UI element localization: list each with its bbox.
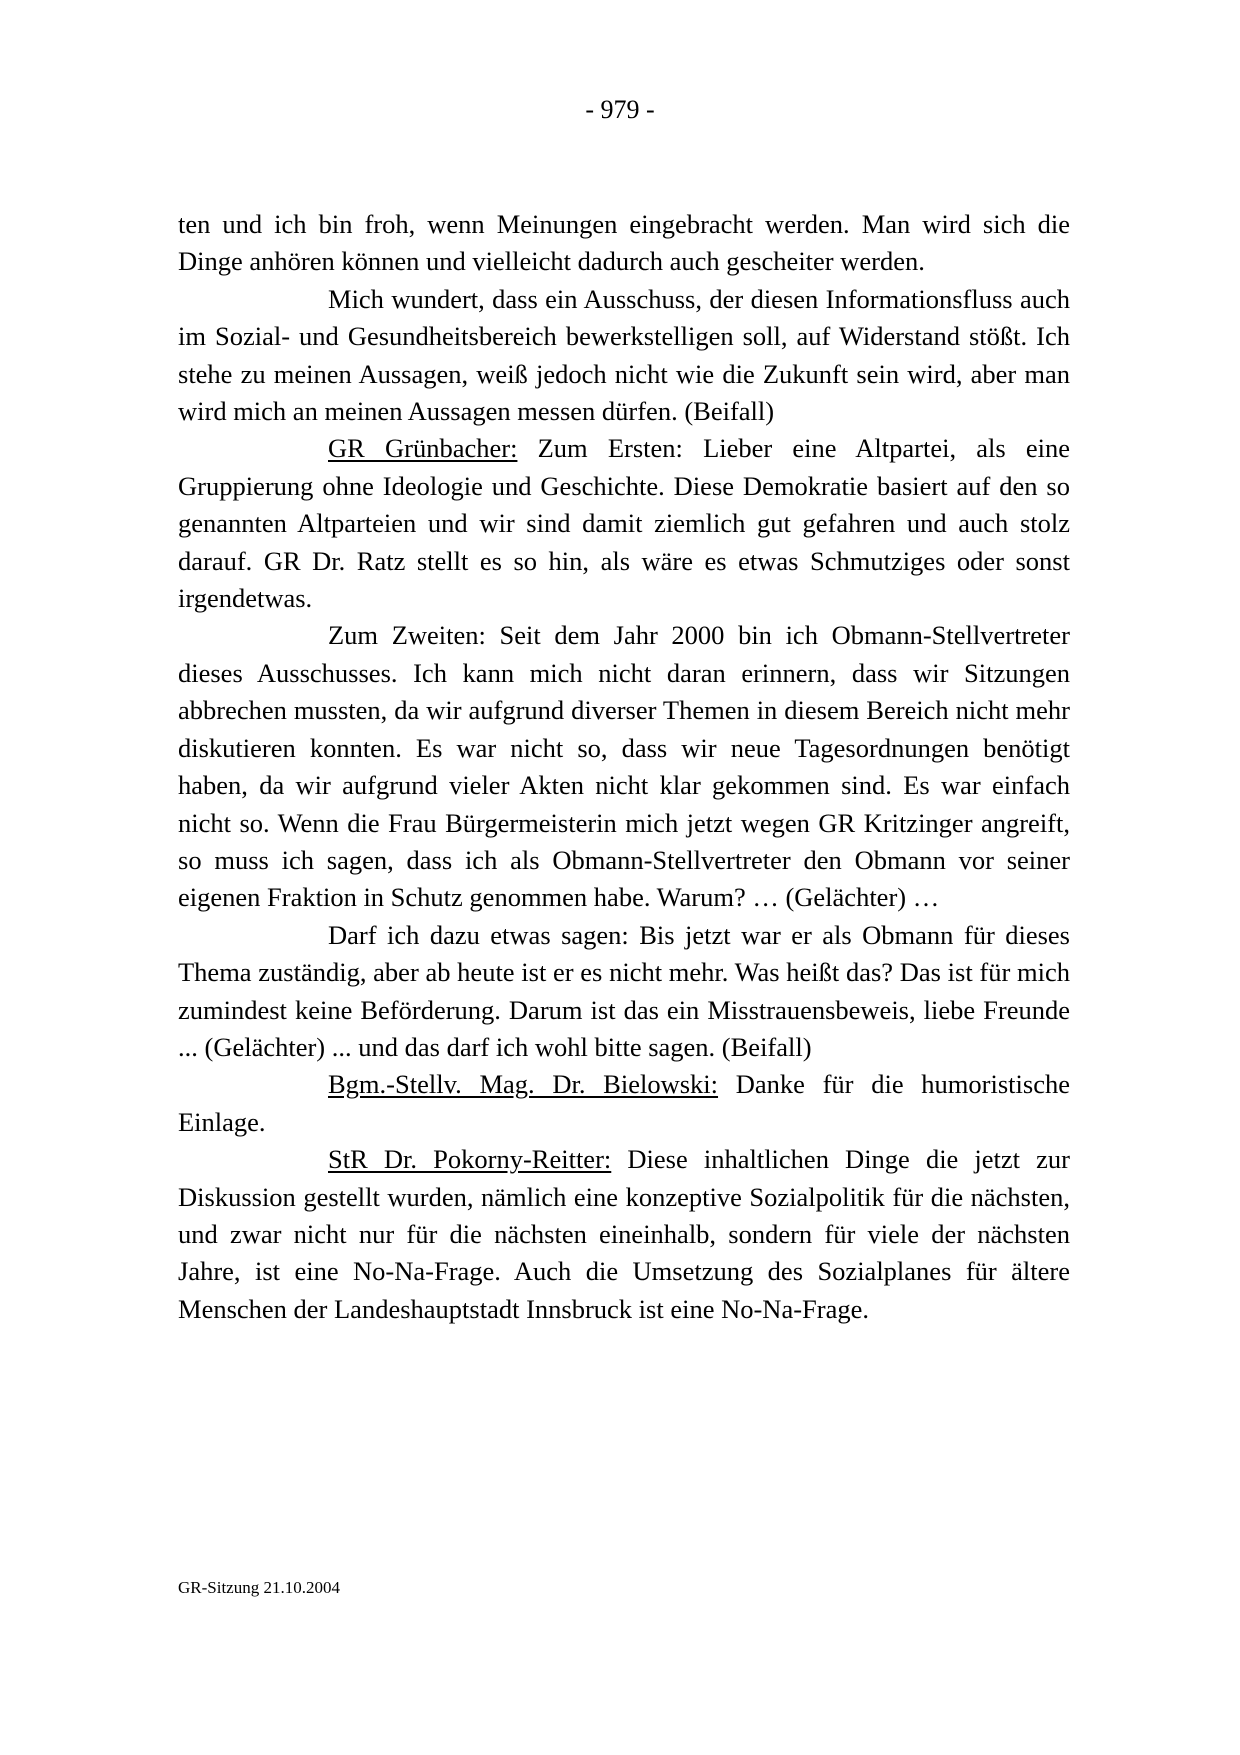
paragraph (178, 917, 1070, 1067)
paragraph-continuation (178, 206, 1070, 281)
paragraph-text: Darf ich dazu etwas sagen: Bis jetzt war er als Obmann für dieses Thema zuständig, aber ab heute ist er es nicht mehr. Was heißt das? Das ist für mich zumindest keine Beförderung. Darum ist das ein Misstrauensbeweis, liebe Freunde ... (Gelächter) ... und das darf ich wohl bitte sagen. (Beifall) (178, 919, 1070, 1062)
document-body (178, 206, 1070, 1328)
paragraph (178, 281, 1070, 431)
paragraph-text: ten und ich bin froh, wenn Meinungen eingebracht werden. Man wird sich die Dinge anhören können und vielleicht dadurch auch gescheiter werden. (178, 209, 1070, 277)
speaker-name: GR Grünbacher: (328, 433, 518, 464)
paragraph-speech (178, 1066, 1070, 1141)
paragraph-text: Diese inhaltlichen Dinge die jetzt zur Diskussion gestellt wurden, nämlich eine konzeptive Sozialpolitik für die nächsten, und zwar nicht nur für die nächsten eineinhalb, sondern für viele der nächsten Jahre, ist eine No-Na-Frage. Auch die Umsetzung des Sozialplanes für ältere Menschen der Landeshauptstadt Innsbruck ist eine No-Na-Frage. (178, 1144, 1071, 1324)
paragraph (178, 617, 1070, 916)
footer-session-date: GR-Sitzung 21.10.2004 (178, 1578, 340, 1597)
speaker-name: Bgm.-Stellv. Mag. Dr. Bielowski: (328, 1069, 719, 1100)
paragraph-text: Zum Zweiten: Seit dem Jahr 2000 bin ich Obmann-Stellvertreter dieses Ausschusses. Ich kann mich nicht daran erinnern, dass wir Sitzungen abbrechen mussten, da wir aufgrund diverser Themen in diesem Bereich nicht mehr diskutieren konnten. Es war nicht so, dass wir neue Tagesordnungen benötigt haben, da wir aufgrund vieler Akten nicht klar gekommen sind. Es war einfach nicht so. Wenn die Frau Bürgermeisterin mich jetzt wegen GR Kritzinger angreift, so muss ich sagen, dass ich als Obmann-Stellvertreter den Obmann vor seiner eigenen Fraktion in Schutz genommen habe. Warum? … (Gelächter) … (178, 620, 1070, 913)
page-number: - 979 - (585, 95, 655, 124)
paragraph-text: Zum Ersten: Lieber eine Altpartei, als eine Gruppierung ohne Ideologie und Geschichte. Diese Demokratie basiert auf den so genannten Altparteien und wir sind damit ziemlich gut gefahren und auch stolz darauf. GR Dr. Ratz stellt es so hin, als wäre es etwas Schmutziges oder sonst irgendetwas. (178, 433, 1071, 614)
paragraph-text: Mich wundert, dass ein Ausschuss, der diesen Informationsfluss auch im Sozial- und Gesundheitsbereich bewerkstelligen soll, auf Widerstand stößt. Ich stehe zu meinen Aussagen, weiß jedoch nicht wie die Zukunft sein wird, aber man wird mich an meinen Aussagen messen dürfen. (Beifall) (178, 283, 1070, 427)
paragraph-speech (178, 1141, 1070, 1328)
paragraph-speech (178, 430, 1070, 617)
speaker-name: StR Dr. Pokorny-Reitter: (328, 1144, 612, 1175)
paragraph-text: Danke für die humoristische Einlage. (178, 1069, 1070, 1137)
